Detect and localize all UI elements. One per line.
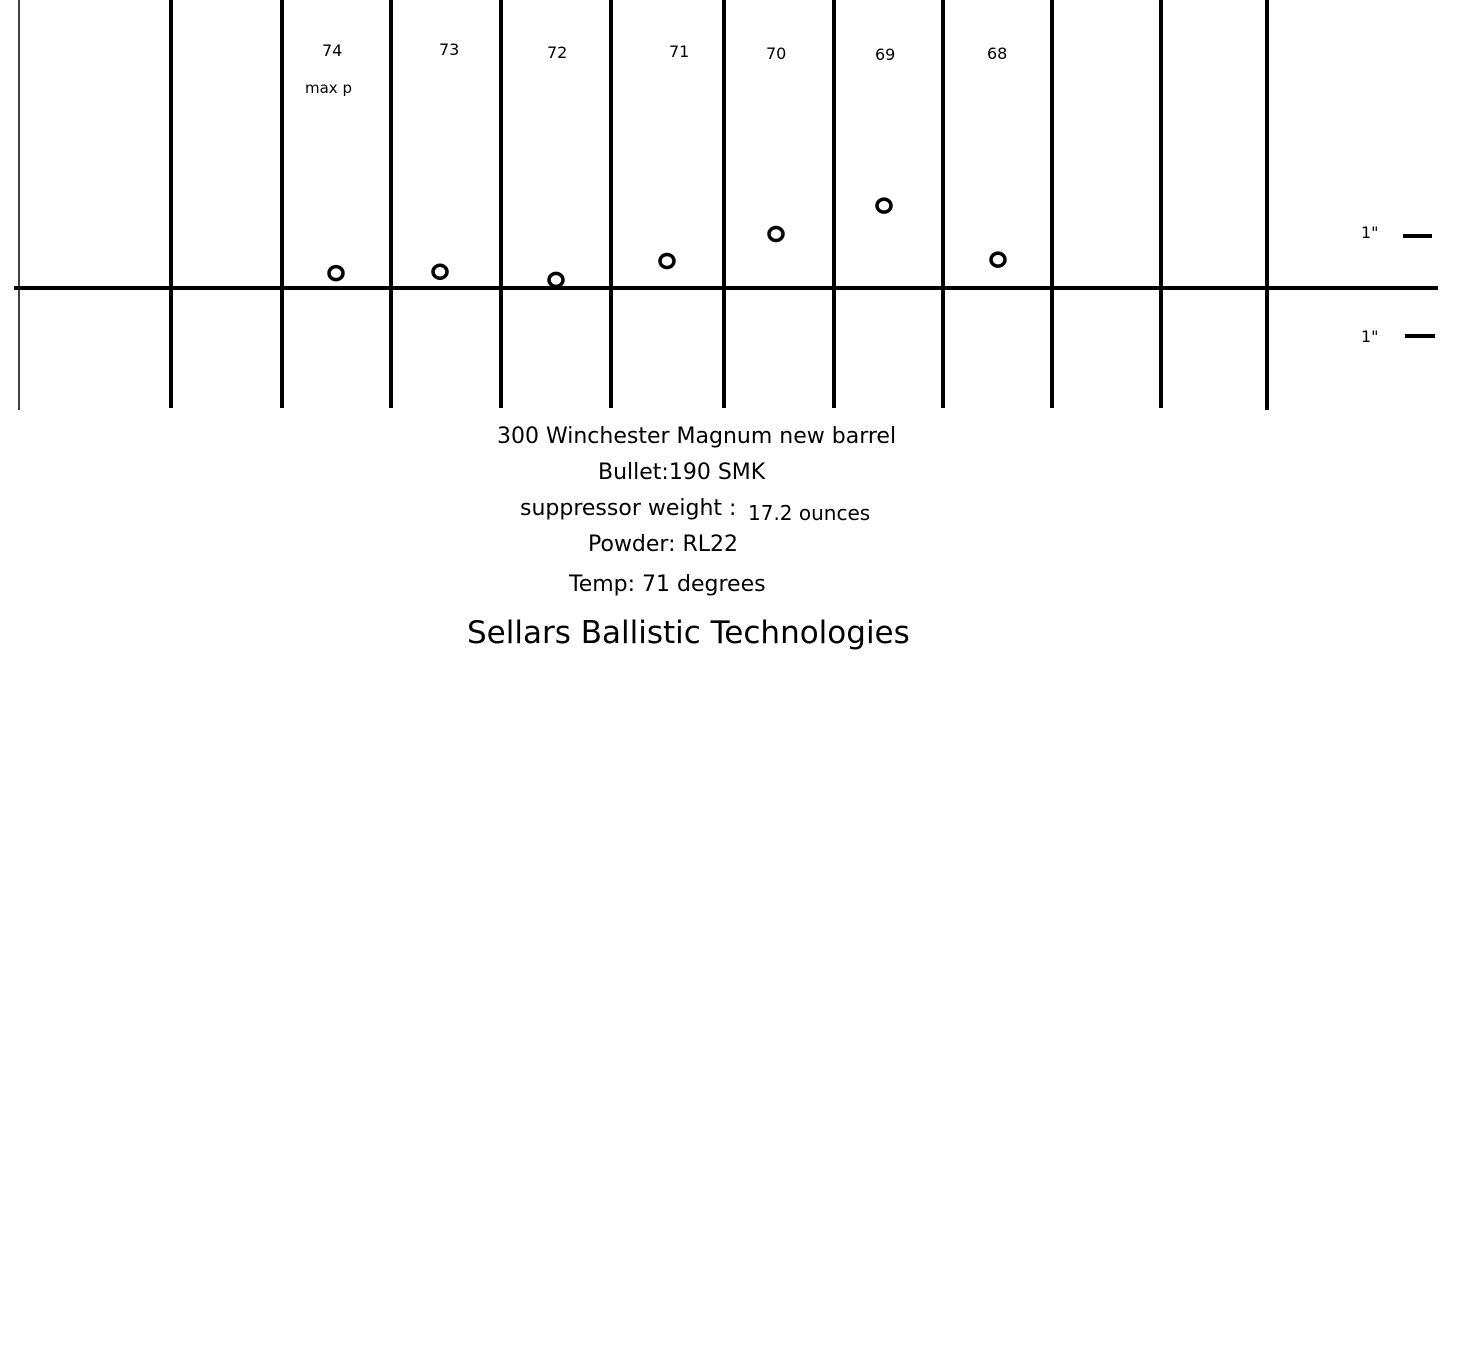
- suppressor-value: 17.2 ounces: [748, 501, 871, 525]
- scale-label-up: 1": [1361, 223, 1379, 242]
- company-name: Sellars Ballistic Technologies: [467, 615, 910, 651]
- suppressor-label: suppressor weight :: [520, 496, 737, 521]
- shot-hole-72: [549, 273, 563, 286]
- column-label-68: 68: [987, 44, 1008, 63]
- shot-hole-71: [660, 255, 674, 268]
- shot-hole-69: [877, 199, 891, 212]
- scale-label-down: 1": [1361, 327, 1379, 346]
- column-label-71: 71: [669, 42, 690, 61]
- vertical-lines: [19, 0, 1267, 410]
- shot-holes: [329, 199, 1005, 286]
- temp-text: Temp: 71 degrees: [569, 572, 766, 597]
- shot-hole-70: [769, 228, 783, 241]
- target-grid: [0, 0, 1464, 420]
- shot-hole-74: [329, 267, 343, 280]
- column-label-72: 72: [547, 43, 568, 62]
- column-label-69: 69: [875, 45, 896, 64]
- column-label-74: 74: [322, 41, 343, 60]
- load-title: 300 Winchester Magnum new barrel: [497, 424, 897, 449]
- powder-text: Powder: RL22: [588, 532, 739, 557]
- shot-hole-73: [433, 265, 447, 278]
- column-label-73: 73: [439, 40, 460, 59]
- column-label-70: 70: [766, 44, 787, 63]
- column-note-max-p: max p: [305, 79, 352, 97]
- bullet-text: Bullet:190 SMK: [598, 460, 766, 485]
- shot-hole-68: [991, 253, 1005, 266]
